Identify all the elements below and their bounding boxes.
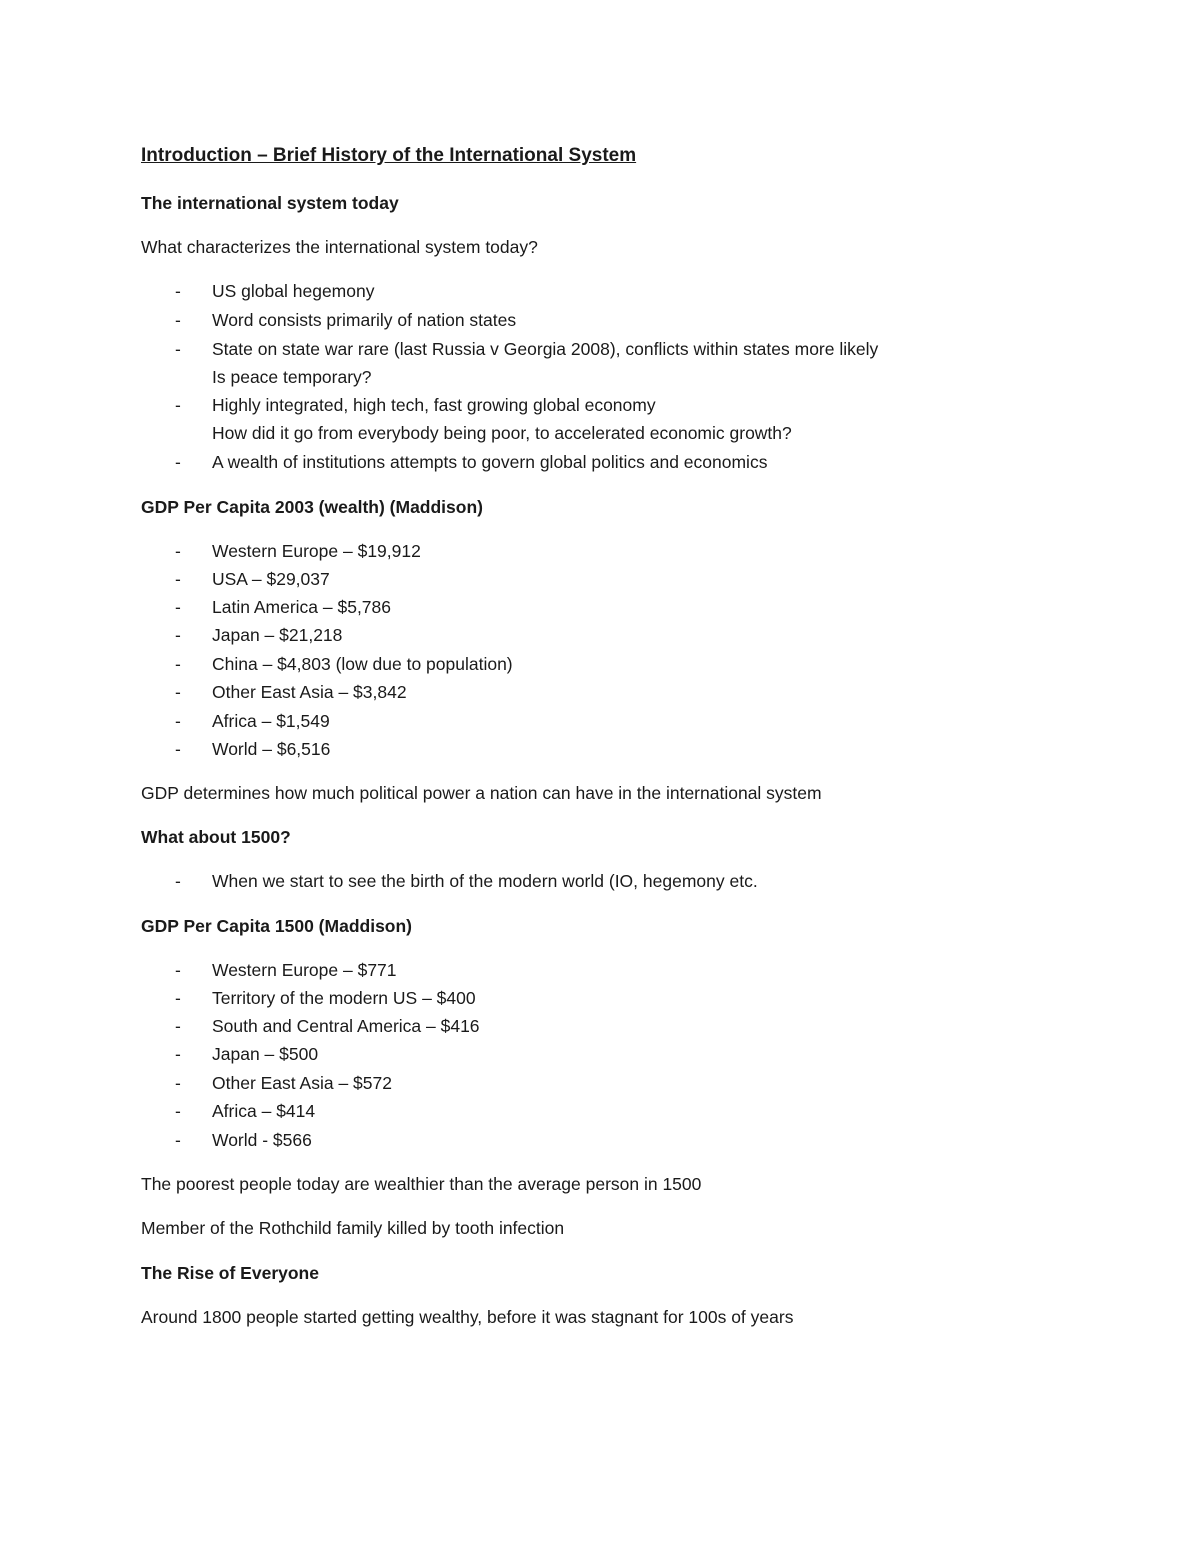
list-item: Western Europe – $19,912 bbox=[212, 541, 421, 561]
note-text: Member of the Rothchild family killed by tooth infection bbox=[141, 1218, 565, 1238]
bullet-marker: - bbox=[175, 1130, 181, 1150]
bullet-marker: - bbox=[175, 682, 181, 702]
section-heading-rise-of-everyone: The Rise of Everyone bbox=[141, 1263, 319, 1283]
list-item: Word consists primarily of nation states bbox=[212, 310, 517, 330]
bullet-marker: - bbox=[175, 711, 181, 731]
section-heading-international-system: The international system today bbox=[141, 193, 399, 213]
list-item: Africa – $1,549 bbox=[212, 711, 330, 731]
bullet-marker: - bbox=[175, 452, 181, 472]
list-item: Highly integrated, high tech, fast growing global economy bbox=[212, 395, 656, 415]
section-heading-gdp-1500: GDP Per Capita 1500 (Maddison) bbox=[141, 916, 413, 936]
bullet-marker: - bbox=[175, 281, 181, 301]
question-text: What characterizes the international system today? bbox=[141, 237, 538, 257]
list-item: Japan – $500 bbox=[212, 1044, 319, 1064]
bullet-marker: - bbox=[175, 569, 181, 589]
list-item: State on state war rare (last Russia v Georgia 2008), conflicts within states more likely bbox=[212, 339, 879, 359]
bullet-marker: - bbox=[175, 541, 181, 561]
gdp-note: GDP determines how much political power a nation can have in the international system bbox=[141, 783, 822, 803]
bullet-marker: - bbox=[175, 1073, 181, 1093]
bullet-marker: - bbox=[175, 654, 181, 674]
list-item: Japan – $21,218 bbox=[212, 625, 343, 645]
bullet-marker: - bbox=[175, 1044, 181, 1064]
bullet-marker: - bbox=[175, 310, 181, 330]
list-item: South and Central America – $416 bbox=[212, 1016, 480, 1036]
bullet-marker: - bbox=[175, 1101, 181, 1121]
list-item: A wealth of institutions attempts to govern global politics and economics bbox=[212, 452, 768, 472]
page-title: Introduction – Brief History of the International System bbox=[141, 145, 637, 166]
list-item: Other East Asia – $3,842 bbox=[212, 682, 407, 702]
bullet-marker: - bbox=[175, 988, 181, 1008]
list-item: China – $4,803 (low due to population) bbox=[212, 654, 513, 674]
list-item: Latin America – $5,786 bbox=[212, 597, 392, 617]
list-item: World - $566 bbox=[212, 1130, 312, 1150]
rise-text: Around 1800 people started getting wealthy, before it was stagnant for 100s of years bbox=[141, 1307, 794, 1327]
list-item: When we start to see the birth of the modern world (IO, hegemony etc. bbox=[212, 871, 758, 891]
bullet-marker: - bbox=[175, 339, 181, 359]
bullet-marker: - bbox=[175, 1016, 181, 1036]
bullet-marker: - bbox=[175, 960, 181, 980]
list-item-continuation: Is peace temporary? bbox=[212, 367, 372, 387]
list-item: World – $6,516 bbox=[212, 739, 331, 759]
section-heading-gdp-2003: GDP Per Capita 2003 (wealth) (Maddison) bbox=[141, 497, 483, 517]
list-item: Territory of the modern US – $400 bbox=[212, 988, 476, 1008]
bullet-marker: - bbox=[175, 871, 181, 891]
list-item: USA – $29,037 bbox=[212, 569, 330, 589]
list-item: Western Europe – $771 bbox=[212, 960, 397, 980]
bullet-marker: - bbox=[175, 739, 181, 759]
bullet-marker: - bbox=[175, 625, 181, 645]
list-item-continuation: How did it go from everybody being poor, to accelerated economic growth? bbox=[212, 423, 792, 443]
bullet-marker: - bbox=[175, 597, 181, 617]
section-heading-about-1500: What about 1500? bbox=[141, 827, 291, 847]
note-text: The poorest people today are wealthier than the average person in 1500 bbox=[141, 1174, 702, 1194]
list-item: Africa – $414 bbox=[212, 1101, 316, 1121]
bullet-marker: - bbox=[175, 395, 181, 415]
list-item: Other East Asia – $572 bbox=[212, 1073, 392, 1093]
list-item: US global hegemony bbox=[212, 281, 375, 301]
